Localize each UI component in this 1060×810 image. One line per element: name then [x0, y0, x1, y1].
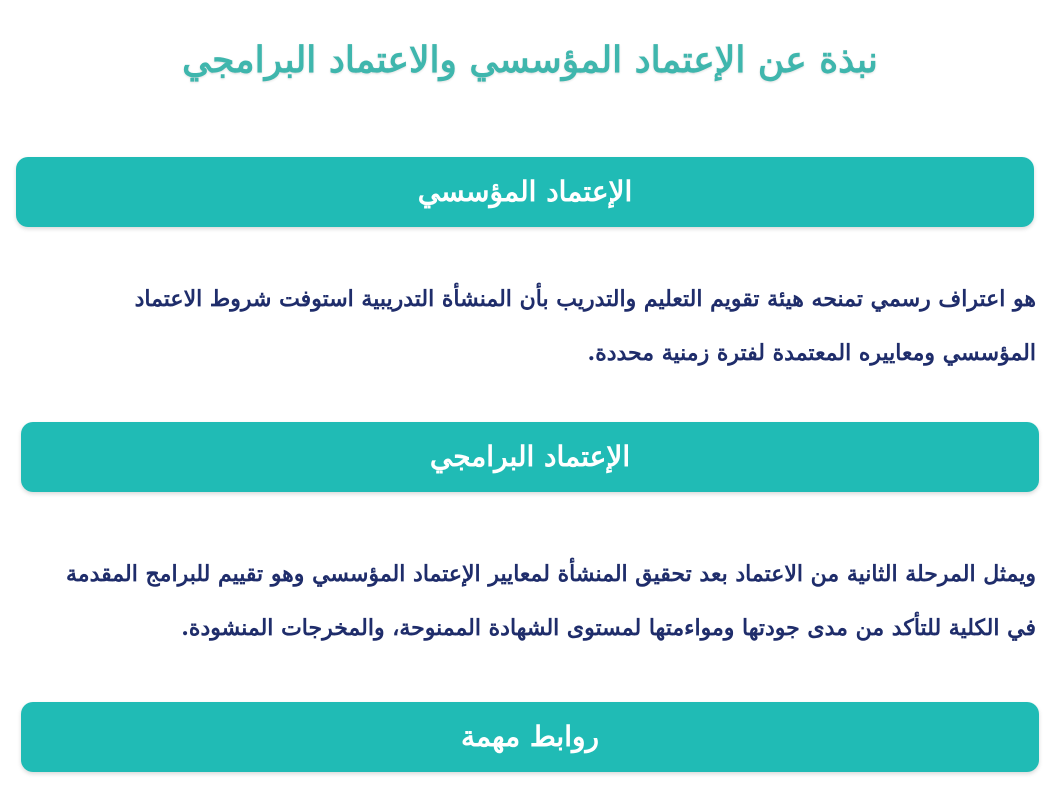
page-title: نبذة عن الإعتماد المؤسسي والاعتماد البرامجي — [182, 39, 878, 81]
program-accreditation-text: ويمثل المرحلة الثانية من الاعتماد بعد تحقيق المنشأة لمعايير الإعتماد المؤسسي وهو تقييم للبرامج المقدمة في الكلية للتأكد من مدى جودتها ومواءمتها لمستوى الشهادة الممنوحة، والمخرجات المنشودة. — [66, 561, 1036, 641]
institutional-accreditation-header[interactable]: الإعتماد المؤسسي — [16, 157, 1034, 227]
institutional-accreditation-text: هو اعتراف رسمي تمنحه هيئة تقويم التعليم والتدريب بأن المنشأة التدريبية استوفت شروط الاعتماد المؤسسي ومعاييره المعتمدة لفترة زمنية محددة. — [134, 286, 1036, 366]
important-links-header[interactable]: روابط مهمة — [21, 702, 1039, 772]
program-accreditation-header[interactable]: الإعتماد البرامجي — [21, 422, 1039, 492]
